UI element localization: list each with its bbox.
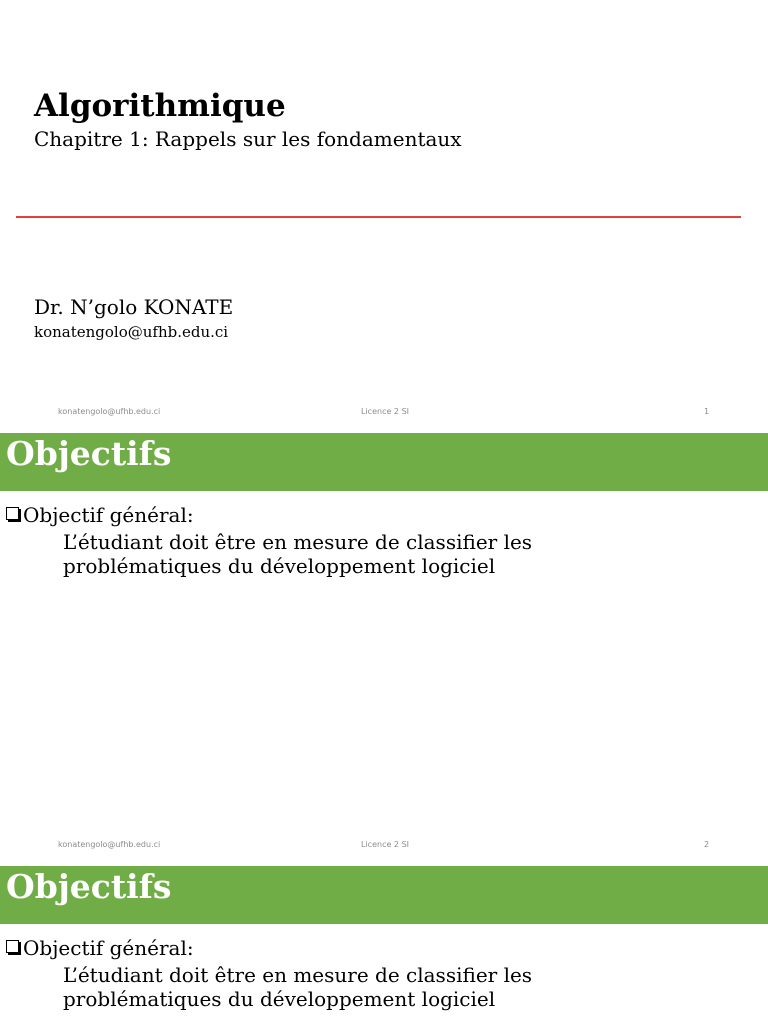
bullet-item: [6, 502, 194, 528]
footer-email: konatengolo@ufhb.edu.ci: [58, 840, 161, 849]
footer-course: Licence 2 SI: [361, 840, 410, 849]
bullet-label: Objectif général:: [23, 503, 194, 527]
slide-title: Objectifs: [6, 434, 172, 473]
title-slide: [0, 0, 768, 433]
objectives-slide: [0, 433, 768, 866]
footer-page-number: 2: [704, 840, 710, 849]
author-email: konatengolo@ufhb.edu.ci: [34, 323, 229, 341]
slide-header-band: [0, 433, 768, 491]
slide-footer: [0, 405, 768, 419]
footer-page-number: 1: [704, 407, 710, 416]
bullet-item: [6, 935, 194, 961]
presentation-title: Algorithmique: [34, 88, 286, 124]
author-name: Dr. N’golo KONATE: [34, 295, 234, 319]
footer-email: konatengolo@ufhb.edu.ci: [58, 407, 161, 416]
square-bullet-icon: [6, 940, 19, 953]
objective-line-1: L’étudiant doit être en mesure de classifier les: [63, 963, 533, 987]
objective-line-1: L’étudiant doit être en mesure de classifier les: [63, 530, 533, 554]
presentation-subtitle: Chapitre 1: Rappels sur les fondamentaux: [34, 127, 462, 151]
square-bullet-icon: [6, 507, 19, 520]
slide-title: Objectifs: [6, 867, 172, 906]
objective-line-2: problématiques du développement logiciel: [63, 554, 496, 578]
title-divider-line: [16, 216, 741, 218]
objective-description: [63, 530, 532, 578]
bullet-label: Objectif général:: [23, 936, 194, 960]
objectives-slide-partial: [0, 866, 768, 1024]
objective-line-2: problématiques du développement logiciel: [63, 987, 496, 1011]
objective-description: [63, 963, 532, 1011]
slide-header-band: [0, 866, 768, 924]
footer-course: Licence 2 SI: [361, 407, 410, 416]
slide-footer: [0, 838, 768, 852]
